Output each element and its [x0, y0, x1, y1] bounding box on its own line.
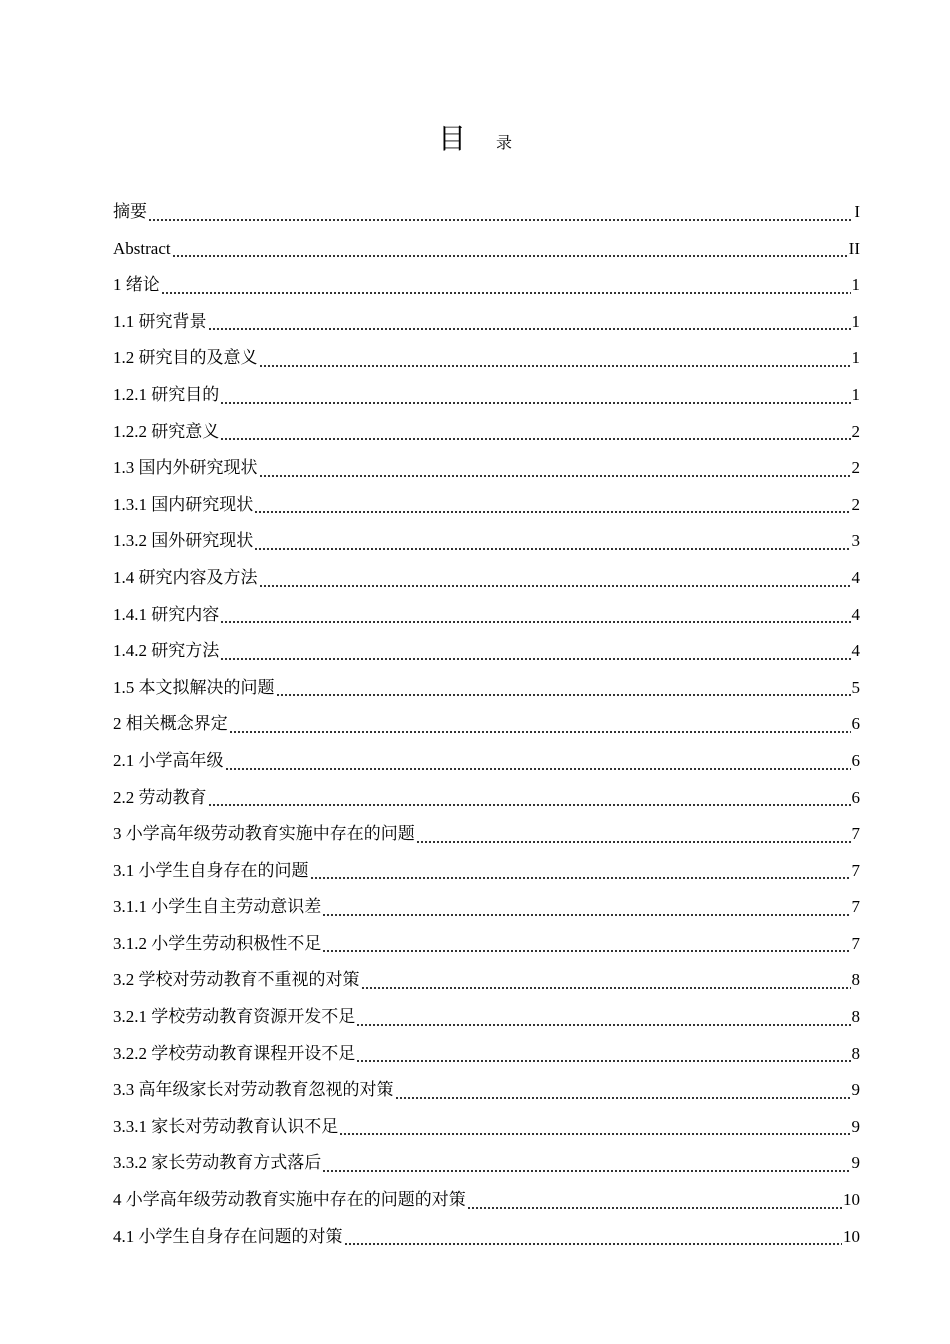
toc-entry-label: 1.2 研究目的及意义: [113, 348, 258, 368]
toc-dot-leader: [148, 210, 853, 222]
toc-dot-leader: [416, 832, 851, 844]
toc-entry[interactable]: [113, 743, 860, 780]
toc-entry-label: 1.3.1 国内研究现状: [113, 494, 254, 514]
toc-entry-label: 1.2.1 研究目的: [113, 384, 220, 404]
toc-entry-label: 2.2 劳动教育: [113, 787, 207, 807]
toc-dot-leader: [220, 649, 850, 661]
toc-entry-label: 1.3.2 国外研究现状: [113, 531, 254, 551]
toc-entry-page-number: 3: [851, 531, 860, 551]
toc-entry-page-number: 8: [851, 1043, 860, 1063]
toc-entry-label: 1.1 研究背景: [113, 311, 207, 331]
toc-dot-leader: [161, 283, 851, 295]
toc-entry-label: 3.3 高年级家长对劳动教育忽视的对策: [113, 1080, 394, 1100]
toc-entry[interactable]: [113, 999, 860, 1036]
toc-dot-leader: [208, 319, 851, 331]
toc-entry-page-number: 10: [843, 1226, 860, 1246]
toc-dot-leader: [220, 393, 850, 405]
toc-entry-label: 1.2.2 研究意义: [113, 421, 220, 441]
toc-entry-label: 3.1 小学生自身存在的问题: [113, 860, 309, 880]
toc-entry[interactable]: [113, 231, 860, 268]
toc-entry-label: 1.5 本文拟解决的问题: [113, 677, 275, 697]
toc-entry-page-number: 9: [851, 1080, 860, 1100]
toc-entry-page-number: 2: [851, 458, 860, 478]
toc-entry-label: 摘要: [113, 202, 147, 221]
table-of-contents: [113, 194, 860, 1255]
toc-dot-leader: [356, 1051, 850, 1063]
toc-entry-page-number: 7: [851, 860, 860, 880]
toc-dot-leader: [395, 1088, 851, 1100]
toc-entry-page-number: 4: [851, 641, 860, 661]
toc-entry[interactable]: [113, 1036, 860, 1073]
toc-entry[interactable]: [113, 377, 860, 414]
toc-entry[interactable]: [113, 340, 860, 377]
toc-entry-label: Abstract: [113, 238, 171, 258]
toc-dot-leader: [220, 429, 850, 441]
toc-entry[interactable]: [113, 926, 860, 963]
toc-entry-page-number: 2: [851, 494, 860, 514]
toc-dot-leader: [254, 539, 850, 551]
toc-entry-label: 2 相关概念界定: [113, 714, 228, 734]
toc-entry-label: 3 小学高年级劳动教育实施中存在的问题: [113, 824, 415, 844]
toc-entry-page-number: 6: [851, 787, 860, 807]
toc-entry-page-number: 8: [851, 1007, 860, 1027]
toc-dot-leader: [220, 612, 850, 624]
toc-entry-label: 3.1.2 小学生劳动积极性不足: [113, 933, 322, 953]
toc-dot-leader: [225, 759, 851, 771]
toc-entry[interactable]: [113, 706, 860, 743]
toc-entry-label: 3.2.2 学校劳动教育课程开设不足: [113, 1043, 356, 1063]
toc-entry-page-number: 2: [851, 421, 860, 441]
toc-entry[interactable]: [113, 267, 860, 304]
toc-entry[interactable]: [113, 1219, 860, 1256]
toc-dot-leader: [172, 246, 848, 258]
toc-dot-leader: [259, 356, 851, 368]
toc-entry-label: 3.3.2 家长劳动教育方式落后: [113, 1153, 322, 1173]
toc-entry[interactable]: [113, 1182, 860, 1219]
toc-entry[interactable]: [113, 633, 860, 670]
toc-entry-page-number: I: [854, 202, 860, 221]
toc-dot-leader: [344, 1234, 843, 1246]
toc-entry-label: 3.2.1 学校劳动教育资源开发不足: [113, 1007, 356, 1027]
toc-entry[interactable]: [113, 1072, 860, 1109]
toc-entry-label: 1 绪论: [113, 275, 160, 295]
toc-dot-leader: [259, 466, 851, 478]
toc-entry-page-number: 6: [851, 750, 860, 770]
toc-entry-page-number: 9: [851, 1153, 860, 1173]
toc-entry-page-number: 1: [851, 275, 860, 295]
toc-dot-leader: [276, 685, 851, 697]
toc-entry-label: 3.1.1 小学生自主劳动意识差: [113, 897, 322, 917]
toc-entry-page-number: 8: [851, 970, 860, 990]
toc-entry-label: 3.3.1 家长对劳动教育认识不足: [113, 1116, 339, 1136]
toc-entry-page-number: 4: [851, 604, 860, 624]
toc-entry-page-number: 5: [851, 677, 860, 697]
toc-entry-label: 1.3 国内外研究现状: [113, 458, 258, 478]
toc-dot-leader: [254, 502, 850, 514]
toc-dot-leader: [339, 1124, 850, 1136]
toc-entry[interactable]: [113, 1109, 860, 1146]
toc-entry-page-number: 6: [851, 714, 860, 734]
toc-entry-page-number: 7: [851, 824, 860, 844]
toc-entry[interactable]: [113, 962, 860, 999]
toc-entry-page-number: 1: [851, 348, 860, 368]
toc-entry-label: 4 小学高年级劳动教育实施中存在的问题的对策: [113, 1190, 466, 1210]
toc-entry[interactable]: [113, 523, 860, 560]
toc-dot-leader: [322, 905, 850, 917]
toc-dot-leader: [259, 576, 851, 588]
toc-entry-label: 1.4.2 研究方法: [113, 641, 220, 661]
title-char-2: 录: [496, 135, 513, 152]
toc-entry[interactable]: [113, 853, 860, 890]
toc-entry[interactable]: [113, 889, 860, 926]
toc-entry-page-number: 1: [851, 384, 860, 404]
toc-entry[interactable]: [113, 194, 860, 231]
toc-entry[interactable]: [113, 487, 860, 524]
toc-entry[interactable]: [113, 450, 860, 487]
toc-dot-leader: [356, 1015, 850, 1027]
toc-dot-leader: [229, 722, 851, 734]
toc-entry-page-number: 4: [851, 567, 860, 587]
toc-entry-label: 3.2 学校对劳动教育不重视的对策: [113, 970, 360, 990]
toc-entry-page-number: 9: [851, 1116, 860, 1136]
toc-entry[interactable]: [113, 304, 860, 341]
toc-entry-label: 1.4 研究内容及方法: [113, 567, 258, 587]
toc-entry-page-number: II: [848, 238, 860, 258]
toc-entry-label: 1.4.1 研究内容: [113, 604, 220, 624]
toc-entry-page-number: 7: [851, 897, 860, 917]
toc-entry-page-number: 1: [851, 311, 860, 331]
toc-entry[interactable]: [113, 816, 860, 853]
toc-entry[interactable]: [113, 597, 860, 634]
toc-entry-page-number: 10: [843, 1190, 860, 1210]
toc-entry[interactable]: [113, 670, 860, 707]
toc-dot-leader: [322, 941, 850, 953]
toc-entry-page-number: 7: [851, 933, 860, 953]
toc-entry[interactable]: [113, 780, 860, 817]
title-char-1: 目: [437, 124, 466, 155]
toc-dot-leader: [208, 795, 851, 807]
toc-dot-leader: [310, 868, 851, 880]
toc-entry[interactable]: [113, 560, 860, 597]
toc-entry[interactable]: [113, 414, 860, 451]
toc-dot-leader: [467, 1198, 842, 1210]
toc-entry-label: 2.1 小学高年级: [113, 750, 224, 770]
toc-entry[interactable]: [113, 1145, 860, 1182]
toc-entry-label: 4.1 小学生自身存在问题的对策: [113, 1226, 343, 1246]
toc-dot-leader: [361, 978, 851, 990]
page-title: [0, 122, 950, 162]
toc-dot-leader: [322, 1161, 850, 1173]
